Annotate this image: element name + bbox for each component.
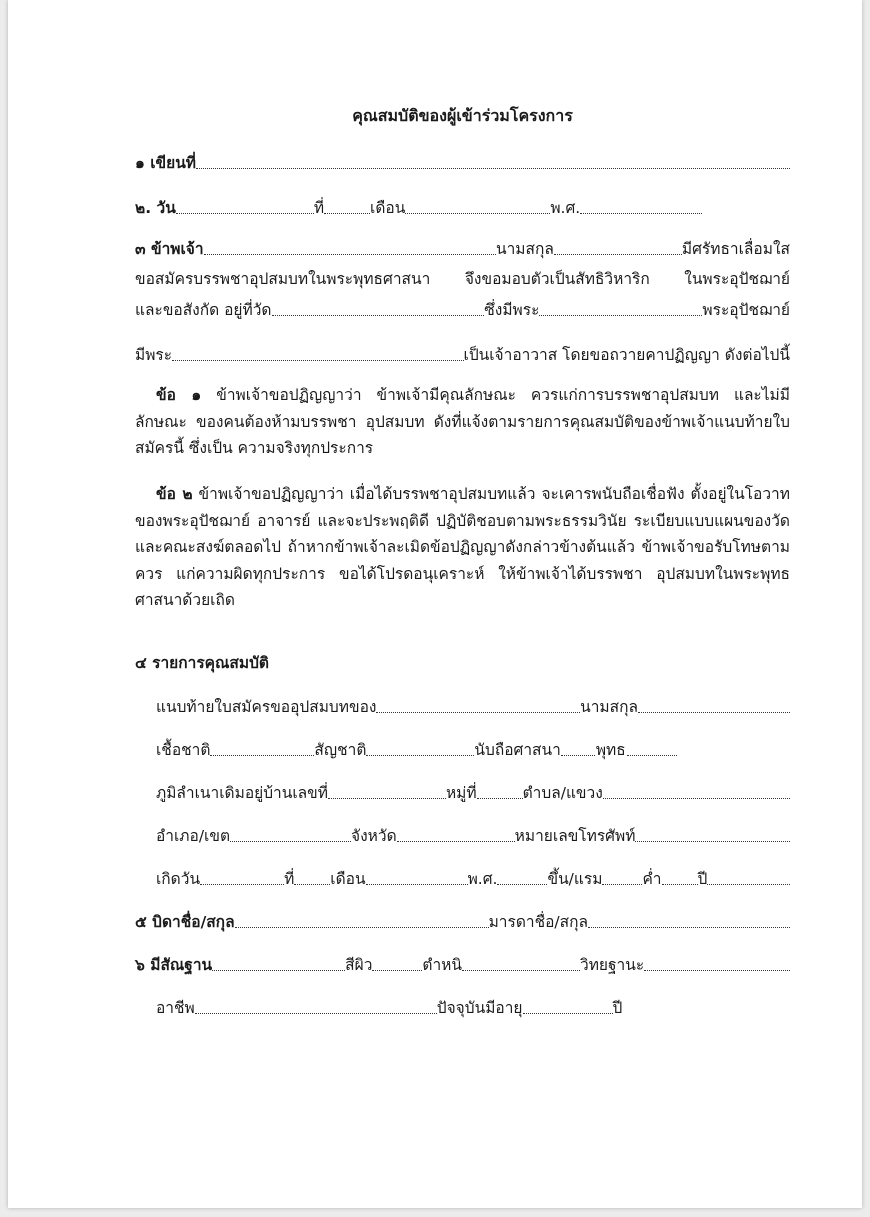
phone-label: หมายเลขโทรศัพท์ (514, 827, 636, 845)
attach-label: แนบท้ายใบสมัครขออุปสมบทของ (156, 698, 377, 716)
night-label: ค่ำ (642, 870, 662, 888)
province-field[interactable] (397, 840, 515, 842)
clause-1-head: ข้อ ๑ (156, 386, 202, 404)
moo-field[interactable] (477, 797, 523, 799)
born-month-field[interactable] (366, 883, 468, 885)
month-field[interactable] (405, 212, 550, 214)
qualifications-heading: ๔ รายการคุณสมบัติ (135, 654, 269, 672)
temple-label: และขอสังกัด อยู่ที่วัด (135, 301, 272, 319)
born-date-field[interactable] (294, 883, 330, 885)
waxing-field[interactable] (602, 883, 642, 885)
education-field[interactable] (644, 969, 790, 971)
applicant-label: ๓ ข้าพเจ้า (135, 240, 204, 258)
row-district (156, 821, 790, 847)
temple-field[interactable] (272, 314, 485, 316)
waxing-label: ขึ้น/แรม (547, 870, 603, 888)
amphoe-label: อำเภอ/เขต (156, 827, 231, 845)
attach-name-field[interactable] (376, 711, 580, 713)
amphoe-field[interactable] (230, 840, 351, 842)
born-day-field[interactable] (200, 883, 284, 885)
tambon-label: ตำบล/แขวง (522, 784, 603, 802)
row-occupation (156, 993, 790, 1019)
mark-label: ตำหนิ (422, 956, 462, 974)
born-at-label: ที่ (284, 870, 295, 888)
day-field[interactable] (176, 212, 314, 214)
mark-field[interactable] (462, 969, 580, 971)
document-page (8, 0, 862, 1208)
year-label: พ.ศ. (550, 199, 581, 217)
father-field[interactable] (235, 926, 489, 928)
date-at-label: ที่ (313, 199, 325, 217)
race-label: เชื้อชาติ (156, 741, 211, 759)
build-field[interactable] (212, 969, 345, 971)
abbot-label: เป็นเจ้าอาวาส โดยขอถวายคาปฏิญญา ดังต่อไปนี้ (463, 346, 790, 364)
row-appearance (135, 950, 790, 976)
province-label: จังหวัด (351, 827, 397, 845)
job-field[interactable] (195, 1012, 437, 1014)
row-attach (156, 692, 790, 718)
written-at-field[interactable] (196, 167, 790, 169)
have-monk-label: ซึ่งมีพระ (484, 301, 540, 319)
nationality-field[interactable] (366, 754, 474, 756)
page-title: คุณสมบัติของผู้เข้าร่วมโครงการ (352, 106, 573, 125)
monk-label: มีพระ (135, 346, 173, 364)
born-year-field[interactable] (497, 883, 547, 885)
religion-pre-field[interactable] (561, 754, 595, 756)
year-field[interactable] (580, 212, 702, 214)
zodiac-year-label: ปี (697, 870, 708, 888)
faith-label: มีศรัทธาเลื่อมใส (681, 240, 790, 258)
clause-2-text: ข้าพเจ้าขอปฏิญญาว่า เมื่อได้บรรพชาอุปสมบทแล้ว จะเคารพนับถือเชื่อฟัง ตั้งอยู่ในโอวาทของพระอุปัชฌาย์ อาจารย์ และจะประพฤติดี ปฏิบัติชอบตามพระธรรมวินัย ระเบียบแบบแผนของวัด และคณะสงฆ์ตลอดไป ถ้าหากข้าพเจ้าละเมิดข้อปฏิญญาดังกล่าวข้างต้นแล้ว ข้าพเจ้าขอรับโทษตามควร แก่ความผิดทุกประการ ขอได้โปรดอนุเคราะห์ ให้ข้าพเจ้าได้บรรพชา อุปสมบทในพระพุทธศาสนาด้วยเถิด (135, 485, 790, 609)
row-apply-text (135, 264, 790, 290)
race-field[interactable] (210, 754, 314, 756)
row-written-at (135, 148, 790, 174)
attach-surname-field[interactable] (638, 711, 790, 713)
nationality-label: สัญชาติ (314, 741, 367, 759)
clause-1 (135, 382, 790, 462)
row-parents (135, 907, 790, 933)
row-birth (156, 864, 790, 890)
apply-text: ขอสมัครบรรพชาอุปสมบทในพระพุทธศาสนา จึงขอมอบตัวเป็นสัทธิวิหาริก ในพระอุปัชฌาย์ (135, 270, 790, 288)
applicant-name-field[interactable] (204, 253, 496, 255)
skin-field[interactable] (372, 969, 422, 971)
row-qual-heading (135, 648, 790, 674)
age-year-label: ปี (612, 999, 623, 1017)
preceptor-name-field[interactable] (539, 314, 702, 316)
skin-label: สีผิว (345, 956, 373, 974)
domicile-label: ภูมิลำเนาเดิมอยู่บ้านเลขที่ (156, 784, 328, 802)
age-label: ปัจจุบันมีอายุ (436, 999, 523, 1017)
religion-value: พุทธ (595, 741, 626, 759)
zodiac-year-field[interactable] (707, 883, 790, 885)
day-label: ๒. วัน (135, 199, 176, 217)
moo-label: หมู่ที่ (445, 784, 477, 802)
applicant-surname-label: นามสกุล (496, 240, 554, 258)
born-label: เกิดวัน (156, 870, 201, 888)
preceptor-label: พระอุปัชฌาย์ (702, 301, 790, 319)
row-abbot (135, 340, 790, 366)
attach-surname-label: นามสกุล (580, 698, 638, 716)
religion-post-field[interactable] (627, 754, 677, 756)
row-applicant (135, 234, 790, 260)
education-label: วิทยฐานะ (580, 956, 645, 974)
phone-field[interactable] (635, 840, 790, 842)
written-at-label: ๑ เขียนที่ (135, 154, 197, 172)
tambon-field[interactable] (603, 797, 790, 799)
night-field[interactable] (662, 883, 698, 885)
born-month-label: เดือน (330, 870, 366, 888)
father-label: ๕ บิดาชื่อ/สกุล (135, 913, 235, 931)
abbot-name-field[interactable] (172, 359, 463, 361)
clause-1-text: ข้าพเจ้าขอปฏิญญาว่า ข้าพเจ้ามีคุณลักษณะ ควรแก่การบรรพชาอุปสมบท และไม่มีลักษณะ ของคนต้องห้ามบรรพชา อุปสมบท ดังที่แจ้งตามรายการคุณสมบัติของข้าพเจ้าแนบท้ายใบสมัครนี้ ซึ่งเป็น ความจริงทุกประการ (135, 386, 790, 457)
born-be-label: พ.ศ. (467, 870, 498, 888)
build-label: ๖ มีสัณฐาน (135, 956, 213, 974)
row-date (135, 193, 790, 219)
religion-label: นับถือศาสนา (474, 741, 561, 759)
clause-2 (135, 481, 790, 614)
clause-2-head: ข้อ ๒ (156, 485, 193, 503)
row-race (156, 735, 790, 761)
date-num-field[interactable] (324, 212, 370, 214)
mother-label: มารดาชื่อ/สกุล (488, 913, 588, 931)
row-domicile (156, 778, 790, 804)
row-temple (135, 295, 790, 321)
applicant-surname-field[interactable] (554, 253, 682, 255)
mother-field[interactable] (588, 926, 790, 928)
house-number-field[interactable] (328, 797, 446, 799)
month-label: เดือน (370, 199, 406, 217)
job-label: อาชีพ (156, 999, 195, 1017)
age-field[interactable] (523, 1012, 613, 1014)
